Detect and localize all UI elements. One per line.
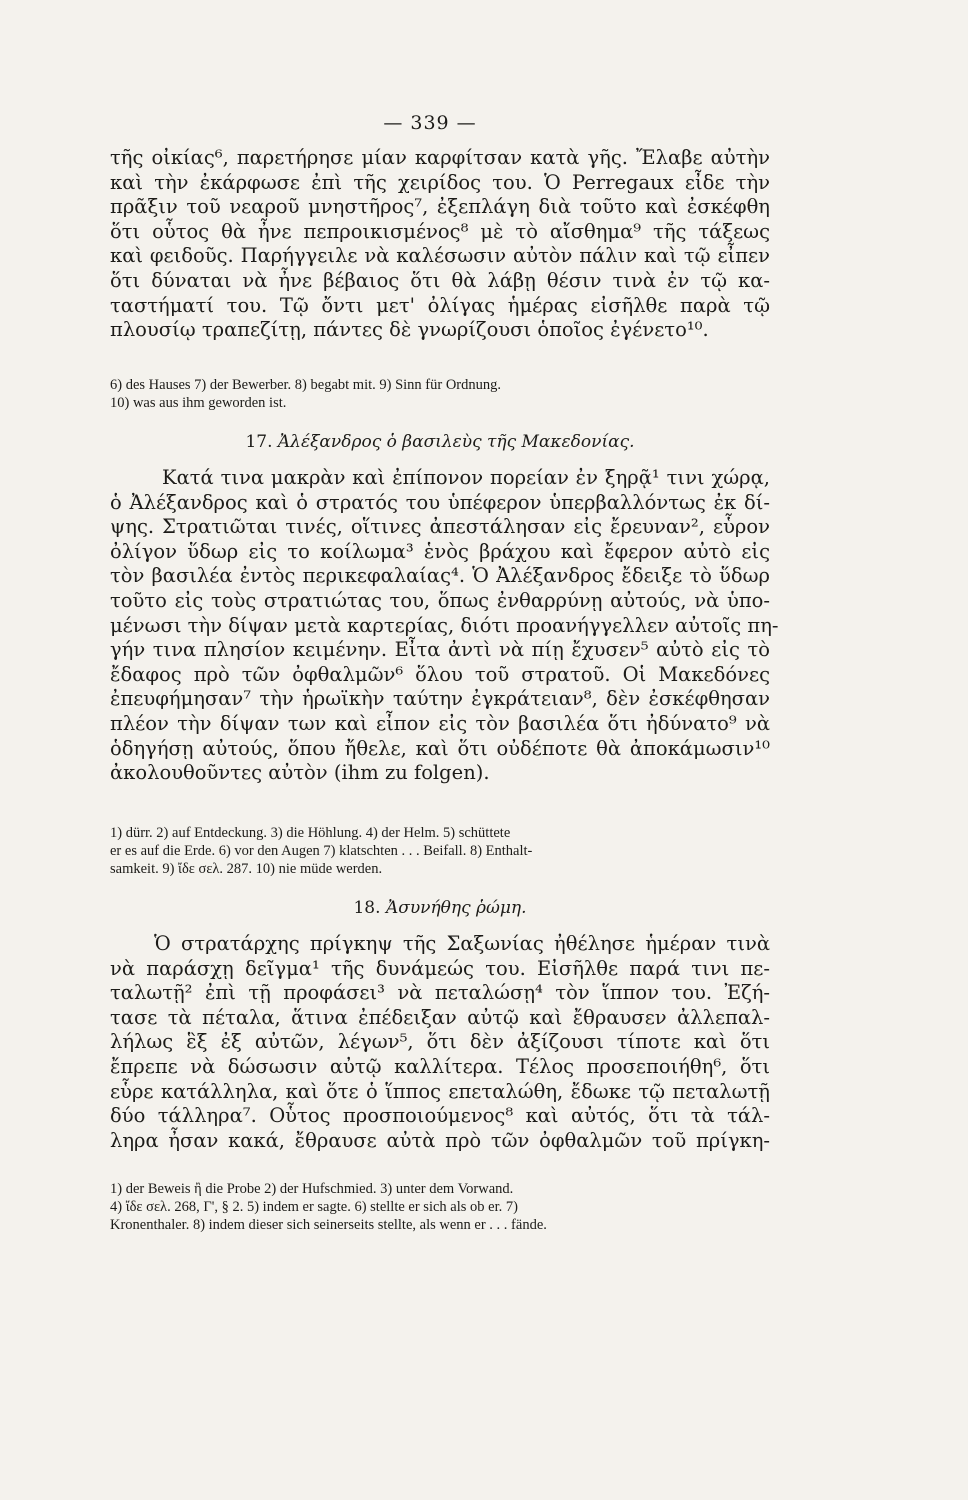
text-line: ἔπρεπε νὰ δώσωσιν αὐτῷ καλλίτερα. Τέλος προσεποιήθη⁶, ὅτι	[110, 1054, 770, 1078]
text-line: τασε τὰ πέταλα, ἅτινα ἐπέδειξαν αὐτῷ καὶ ἔθραυσεν ἀλλεπαλ-	[110, 1005, 770, 1029]
text-line: δύο τάλληρα⁷. Οὗτος προσποιούμενος⁸ καὶ αὐτός, ὅτι τὰ τάλ-	[110, 1104, 770, 1128]
text-line: πλουσίῳ τραπεζίτῃ, πάντες δὲ γνωρίζουσι ὁποῖος ἐγένετο¹⁰.	[110, 318, 709, 342]
footnote-line: er es auf die Erde. 6) vor den Augen 7) klatschten . . . Beifall. 8) Enthalt-	[110, 843, 533, 859]
paragraph-unusual-strength	[110, 932, 770, 1153]
section-title: Ἀλέξανδρος ὁ βασιλεὺς τῆς Μακεδονίας.	[277, 432, 635, 452]
text-line: πρᾶξιν τοῦ νεαροῦ μνηστῆρος⁷, ἐξεπλάγη διὰ τοῦτο καὶ ἐσκέφθη	[110, 195, 770, 219]
text-line: ὁ Ἀλέξανδρος καὶ ὁ στρατός του ὑπέφερον ὑπερβαλλόντως ἐκ δί-	[110, 490, 770, 514]
text-line: ὀλίγον ὕδωρ εἰς το κοίλωμα³ ἑνὸς βράχου καὶ ἔφερον αὐτὸ εἰς	[110, 539, 770, 563]
text-line: εὗρε κατάλληλα, καὶ ὅτε ὁ ἵππος επεταλώθη, ἔδωκε τῷ πεταλωτῇ	[110, 1079, 770, 1103]
text-line: ψης. Στρατιῶται τινές, οἵτινες ἀπεστάλησαν εἰς ἔρευναν², εὗρον	[110, 515, 770, 539]
footnote-line: 10) was aus ihm geworden ist.	[110, 395, 287, 411]
text-line: ἀκολουθοῦντες αὐτὸν (ihm zu folgen).	[110, 761, 490, 785]
text-line: ταστήματί του. Τῷ ὄντι μετ' ὀλίγας ἡμέρας εἰσῆλθε παρὰ τῷ	[110, 293, 770, 317]
text-line: τῆς οἰκίας⁶, παρετήρησε μίαν καρφίτσαν κατὰ γῆς. Ἔλαβε αὐτὴν	[110, 146, 770, 169]
page-number: — 339 —	[383, 112, 477, 134]
text-line: καὶ τὴν ἐκάρφωσε ἐπὶ τῆς χειρίδος του. Ὁ Perregaux εἶδε τὴν	[110, 170, 770, 194]
text-line: ἔδαφος πρὸ τῶν ὀφθαλμῶν⁶ ὅλου τοῦ στρατοῦ. Οἱ Μακεδόνες	[110, 662, 770, 686]
paragraph-perregaux-ending	[110, 146, 770, 343]
section-title: Ἀσυνήθης ῥώμη.	[385, 898, 527, 918]
text-line: τὸν βασιλέα ἐντὸς περικεφαλαίας⁴. Ὁ Ἀλέξανδρος ἔδειξε τὸ ὕδωρ	[110, 564, 770, 588]
footnotes-section-17	[110, 824, 770, 878]
text-line: ὁδηγήσῃ αὐτούς, ὅπου ἤθελε, καὶ ὅτι οὐδέποτε θὰ ἀποκάμωσιν¹⁰	[110, 736, 770, 760]
footnote-line: 6) des Hauses 7) der Bewerber. 8) begabt mit. 9) Sinn für Ordnung.	[110, 377, 502, 393]
text-line: πλέον τὴν δίψαν των καὶ εἶπον εἰς τὸν βασιλέα ὅτι ἠδύνατο⁹ νὰ	[110, 711, 770, 735]
section-number: 18.	[353, 898, 381, 918]
text-line: ληρα ἦσαν κακά, ἔθραυσε αὐτὰ πρὸ τῶν ὀφθαλμῶν τοῦ πρίγκη-	[110, 1128, 770, 1152]
text-line: λήλως ἓξ ἐξ αὐτῶν, λέγων⁵, ὅτι δὲν ἀξίζουσι τίποτε καὶ ὅτι	[110, 1030, 770, 1054]
text-line: καὶ φειδοῦς. Παρήγγειλε νὰ καλέσωσιν αὐτὸν πάλιν καὶ τῷ εἶπεν	[110, 244, 770, 268]
footnotes-section-16	[110, 376, 770, 412]
footnote-line: 1) der Beweis ἢ die Probe 2) der Hufschmied. 3) unter dem Vorwand.	[110, 1181, 514, 1197]
text-line: ἐπευφήμησαν⁷ τὴν ἡρωϊκὴν ταύτην ἐγκράτειαν⁸, δὲν ἐσκέφθησαν	[110, 687, 770, 711]
text-line: Κατά τινα μακρὰν καὶ ἐπίπονον πορείαν ἐν ξηρᾷ¹ τινι χώρᾳ,	[162, 466, 770, 489]
section-heading-18	[110, 898, 770, 918]
text-line: Ὁ στρατάρχης πρίγκηψ τῆς Σαξωνίας ἠθέλησε ἡμέραν τινὰ	[154, 932, 770, 955]
footnote-line: samkeit. 9) ἴδε σελ. 287. 10) nie müde werden.	[110, 861, 383, 877]
footnote-line: Kronenthaler. 8) indem dieser sich seinerseits stellte, als wenn er . . . fände.	[110, 1217, 547, 1233]
footnote-line: 1) dürr. 2) auf Entdeckung. 3) die Höhlung. 4) der Helm. 5) schüttete	[110, 825, 511, 841]
text-line: ὅτι οὗτος θὰ ἦνε πεπροικισμένος⁸ μὲ τὸ αἴσθημα⁹ τῆς τάξεως	[110, 219, 770, 243]
section-heading-17	[110, 432, 770, 452]
footnotes-section-18	[110, 1180, 770, 1234]
text-line: μένωσι τὴν δίψαν μετὰ καρτερίας, διότι προανήγγελλεν αὐτοῖς πη-	[110, 613, 779, 637]
text-line: ὅτι δύναται νὰ ἦνε βέβαιος ὅτι θὰ λάβῃ θέσιν τινὰ ἐν τῷ κα-	[110, 268, 770, 292]
paragraph-alexander	[110, 466, 779, 786]
section-number: 17.	[245, 432, 273, 452]
text-line: γήν τινα πλησίον κειμένην. Εἶτα ἀντὶ νὰ πίῃ ἔχυσεν⁵ αὐτὸ εἰς τὸ	[110, 638, 770, 662]
footnote-line: 4) ἴδε σελ. 268, Γ', § 2. 5) indem er sagte. 6) stellte er sich als ob er. 7)	[110, 1199, 518, 1215]
text-line: ταλωτῇ² ἐπὶ τῇ προφάσει³ νὰ πεταλώσῃ⁴ τὸν ἵππον του. Ἐζή-	[110, 981, 770, 1005]
text-line: τοῦτο εἰς τοὺς στρατιώτας του, ὅπως ἐνθαρρύνῃ αὐτούς, νὰ ὑπο-	[110, 588, 770, 612]
text-line: νὰ παράσχῃ δεῖγμα¹ τῆς δυνάμεώς του. Εἰσῆλθε παρά τινι πε-	[110, 956, 770, 980]
